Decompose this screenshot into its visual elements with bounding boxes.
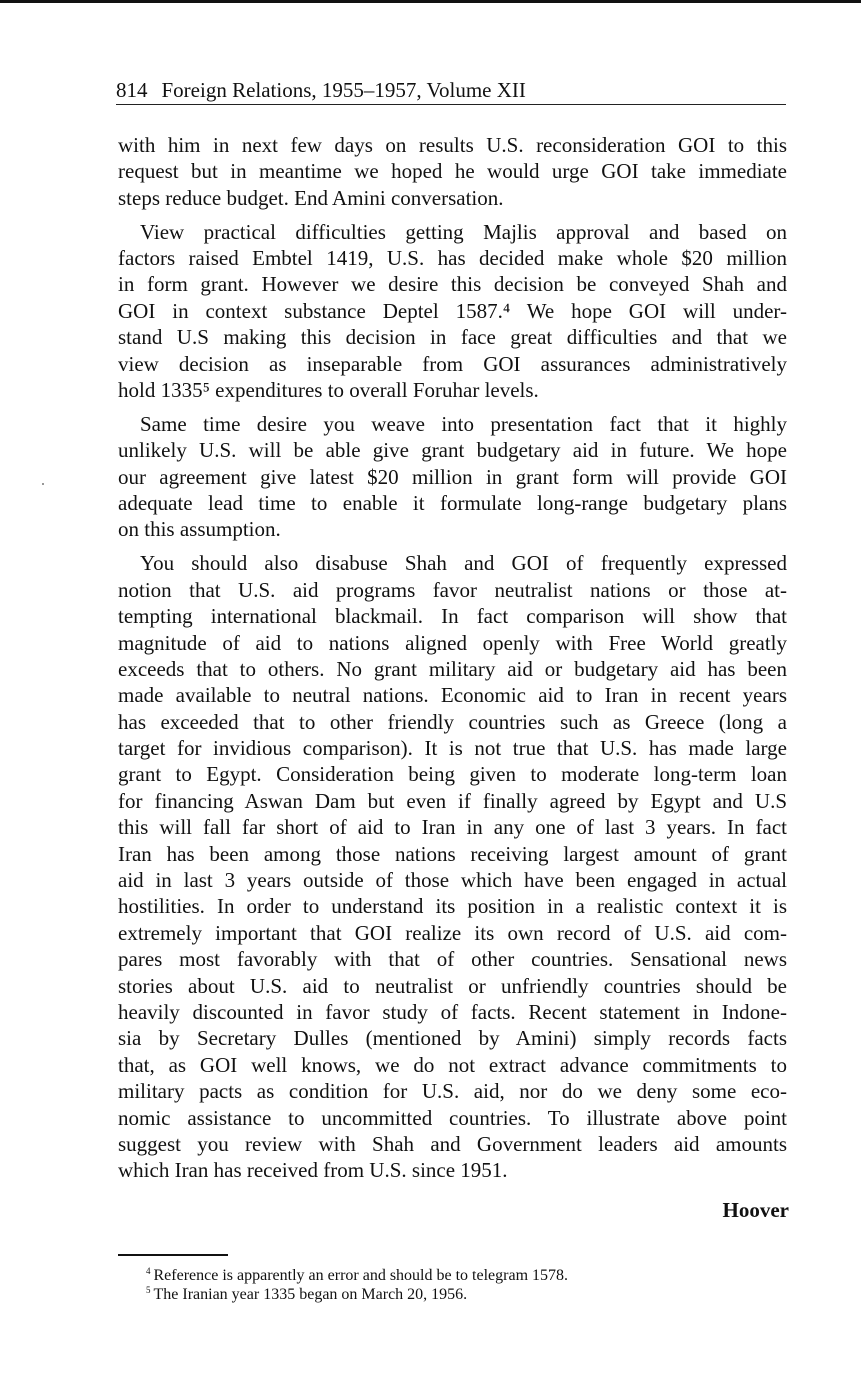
text-line: stories about U.S. aid to neutralist or unfriendly countries should be [118,973,787,998]
text-line: adequate lead time to enable it formulate long-range budgetary plans [118,491,787,516]
footnote-mark: 4 [146,1266,151,1276]
text-line: nomic assistance to uncommitted countries. To illustrate above point [118,1105,787,1130]
text-line: Same time desire you weave into presentation fact that it highly [140,411,787,436]
text-line: notion that U.S. aid programs favor neutralist nations or those at- [118,577,787,602]
text-line: made available to neutral nations. Economic aid to Iran in recent years [118,683,787,708]
page-number: 814 [116,78,148,102]
text-line: our agreement give latest $20 million in grant form will provide GOI [118,464,787,489]
text-line: for financing Aswan Dam but even if finally agreed by Egypt and U.S [118,788,787,813]
text-line: steps reduce budget. End Amini conversation. [118,185,504,210]
text-line: hold 1335⁵ expenditures to overall Foruhar levels. [118,378,539,403]
text-line: target for invidious comparison). It is not true that U.S. has made large [118,736,787,761]
text-line: GOI in context substance Deptel 1587.⁴ We hope GOI will under- [118,298,787,323]
footnote-5 [146,1281,467,1304]
text-line: that, as GOI well knows, we do not extract advance commitments to [118,1052,787,1077]
text-line: which Iran has received from U.S. since 1951. [118,1158,508,1183]
text-line: unlikely U.S. will be able give grant budgetary aid in future. We hope [118,438,787,463]
text-line: factors raised Embtel 1419, U.S. has decided make whole $20 million [118,246,787,271]
footnote-rule [118,1254,228,1256]
text-line: in form grant. However we desire this decision be conveyed Shah and [118,272,787,297]
text-line: request but in meantime we hoped he would urge GOI take immediate [118,159,787,184]
text-line: exceeds that to others. No grant military aid or budgetary aid has been [118,656,787,681]
text-line: Iran has been among those nations receiving largest amount of grant [118,841,787,866]
text-line: view decision as inseparable from GOI assurances administratively [118,351,787,376]
paragraph [118,411,787,543]
text-line: tempting international blackmail. In fact comparison will show that [118,604,787,629]
text-line: grant to Egypt. Consideration being given to moderate long-term loan [118,762,787,787]
paragraph [118,219,787,404]
footnote-text: The Iranian year 1335 began on March 20, 1956. [153,1286,468,1303]
text-line: magnitude of aid to nations aligned openly with Free World greatly [118,630,787,655]
text-line: sia by Secretary Dulles (mentioned by Amini) simply records facts [118,1026,787,1051]
signature: Hoover [722,1198,789,1222]
text-line: with him in next few days on results U.S. reconsideration GOI to this [118,133,787,157]
text-line: this will fall far short of aid to Iran in any one of last 3 years. In fact [118,815,787,840]
footnote-mark: 5 [146,1285,151,1295]
scan-speck [42,483,44,485]
text-line: View practical difficulties getting Majlis approval and based on [140,219,787,244]
paragraph [118,132,787,211]
text-line: You should also disabuse Shah and GOI of frequently expressed [140,551,787,576]
text-line: pares most favorably with that of other countries. Sensational news [118,947,787,972]
scan-top-border [0,0,861,3]
running-title: Foreign Relations, 1955–1957, Volume XII [161,78,526,102]
text-line: on this assumption. [118,517,281,542]
text-line: military pacts as condition for U.S. aid, nor do we deny some eco- [118,1079,787,1104]
text-line: aid in last 3 years outside of those which have been engaged in actual [118,868,787,893]
paragraph [118,550,787,1183]
footnote-text: Reference is apparently an error and should be to telegram 1578. [153,1267,569,1284]
text-line: hostilities. In order to understand its position in a realistic context it is [118,894,787,919]
text-line: suggest you review with Shah and Government leaders aid amounts [118,1131,787,1156]
text-line: extremely important that GOI realize its own record of U.S. aid com- [118,920,787,945]
running-header [116,77,786,105]
text-line: heavily discounted in favor study of facts. Recent statement in Indone- [118,1000,787,1024]
text-line: stand U.S making this decision in face great difficulties and that we [118,325,787,350]
document-body [118,132,787,1191]
text-line: has exceeded that to other friendly countries such as Greece (long a [118,709,787,734]
